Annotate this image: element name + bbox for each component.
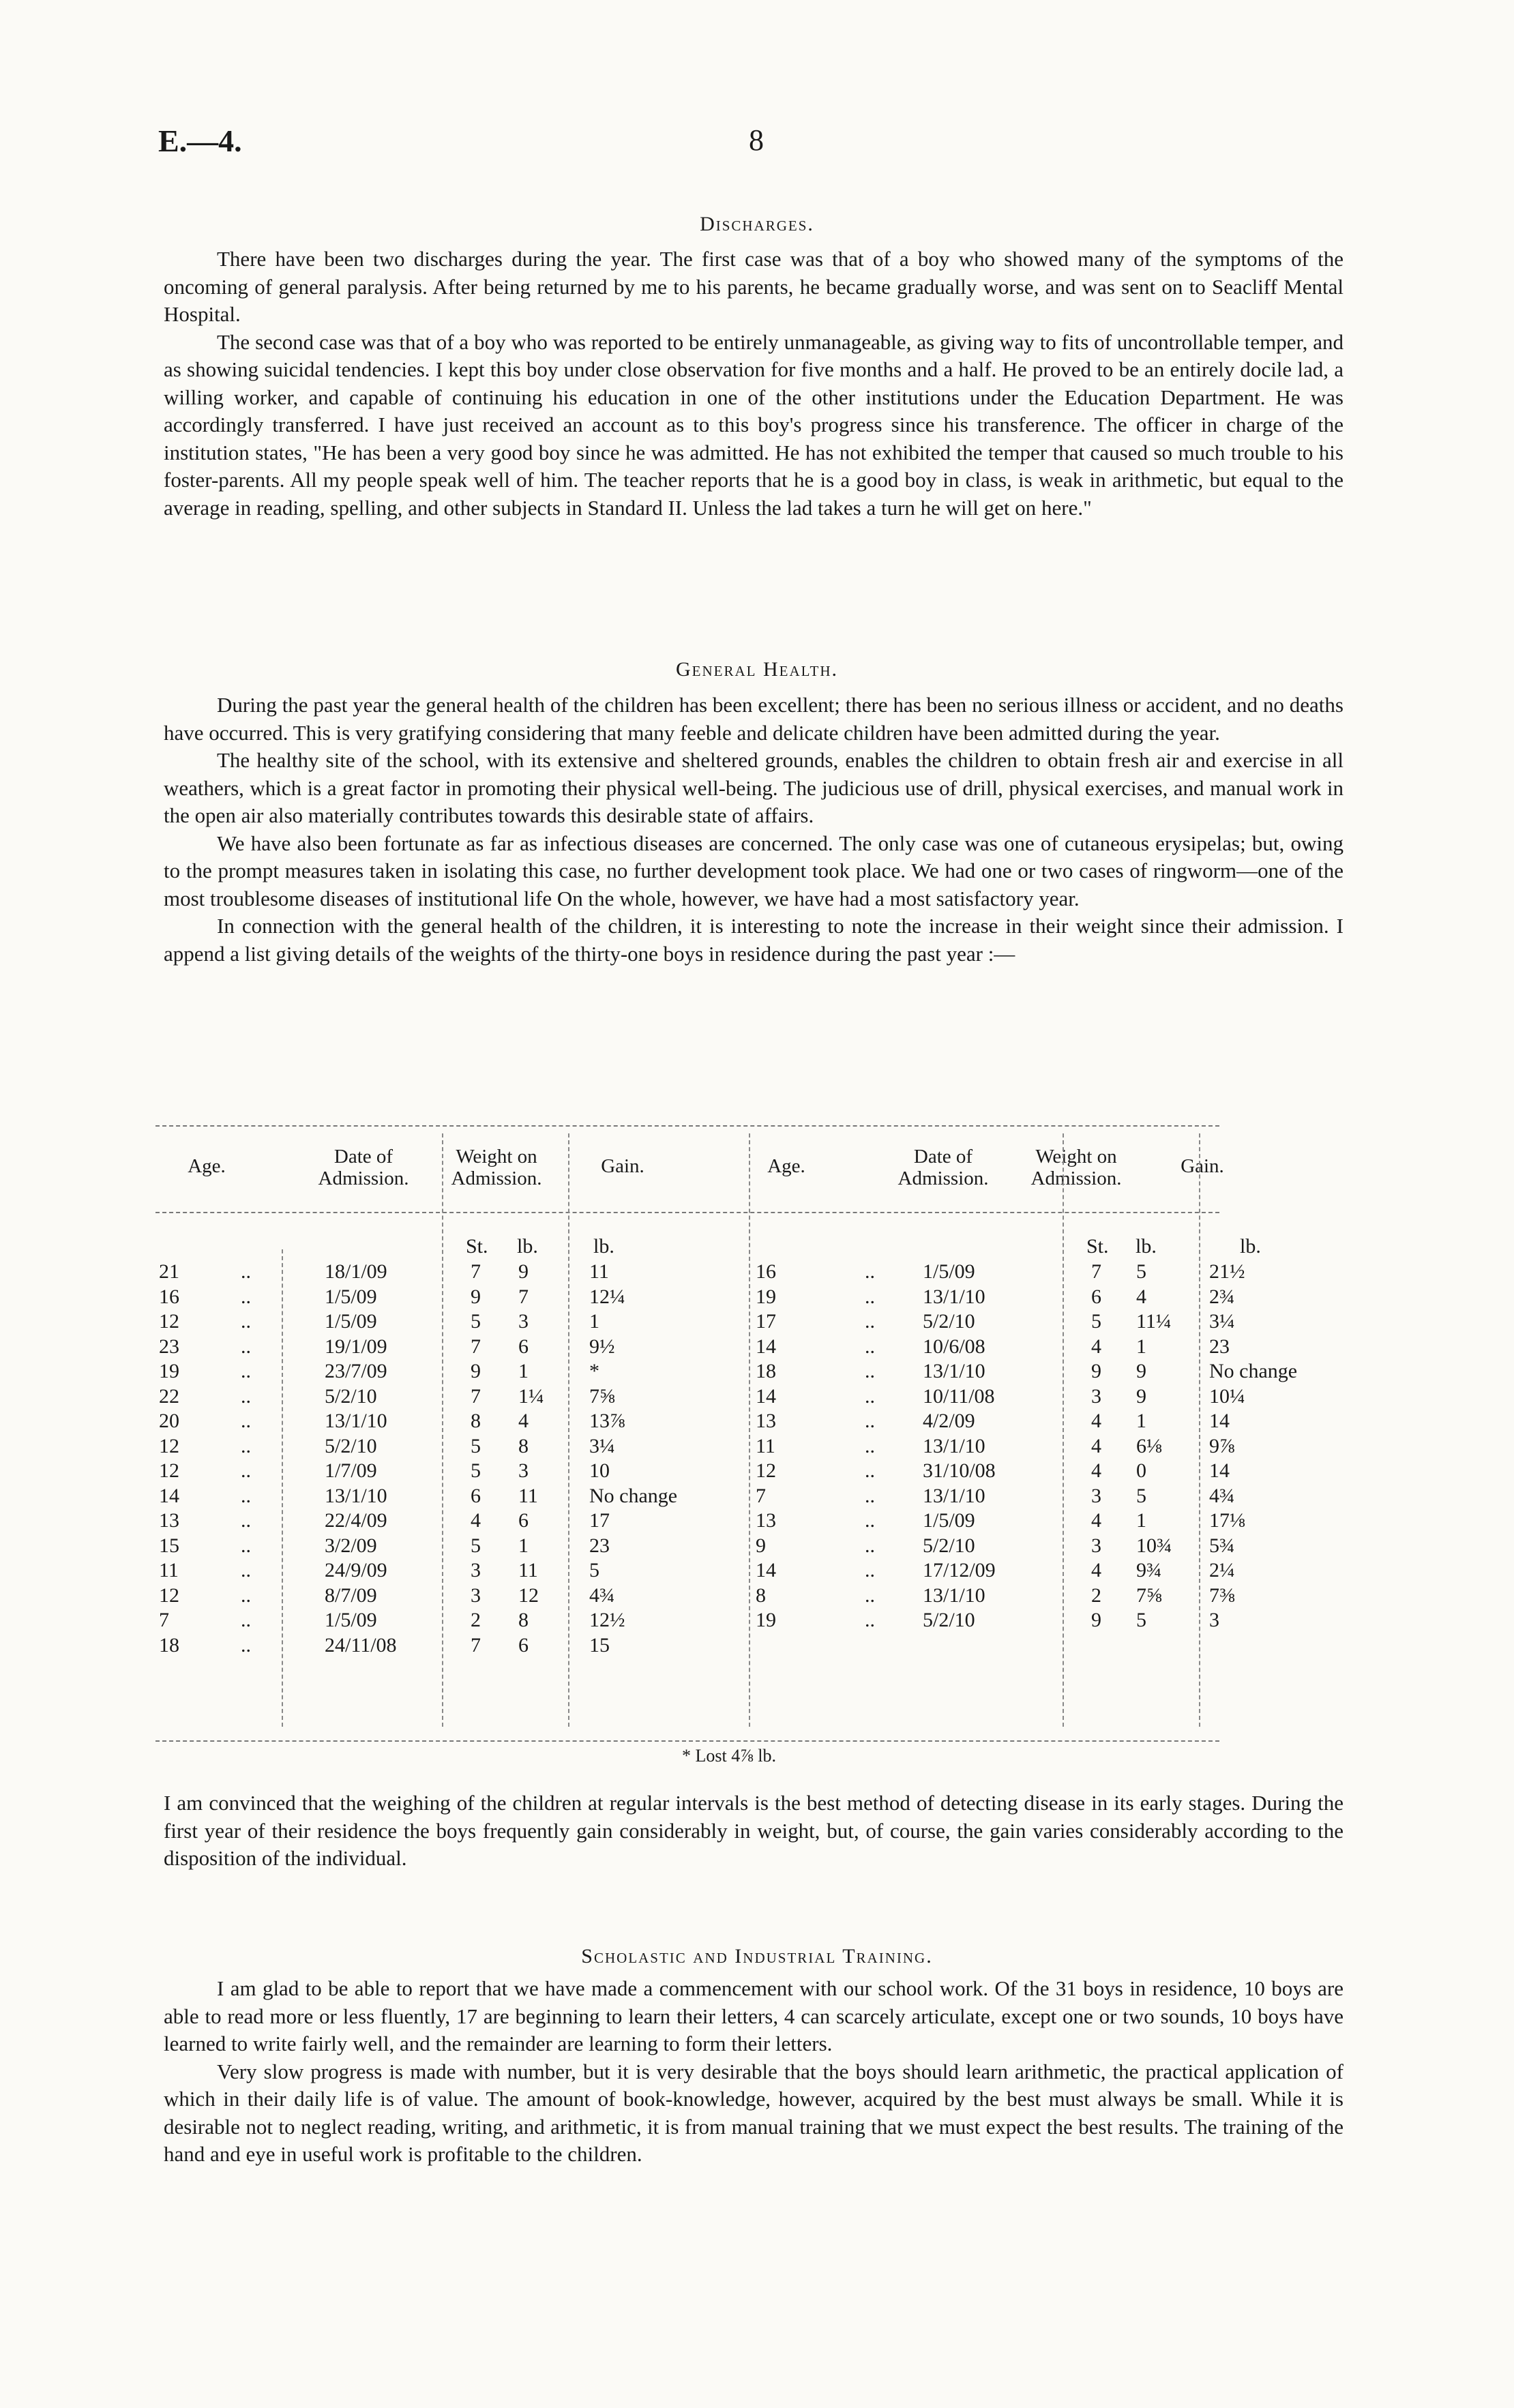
right-row-lb-cell: 5 xyxy=(1136,1484,1146,1507)
right-row-st-cell: 3 xyxy=(1091,1384,1101,1408)
right-row-gain-cell: 10¼ xyxy=(1209,1384,1245,1408)
left-row-gain-cell: 1 xyxy=(589,1310,599,1333)
unit-lb-left: lb. xyxy=(517,1235,538,1258)
right-row-lb-cell: 9 xyxy=(1136,1360,1146,1382)
right-row-age-cell: 16 xyxy=(756,1260,776,1283)
left-row-lb-cell: 6 xyxy=(518,1509,529,1532)
right-row-age-cell: 7 xyxy=(756,1484,766,1507)
right-row-date-cell: 5/2/10 xyxy=(923,1310,975,1333)
right-row-gain-cell: 2¼ xyxy=(1209,1559,1235,1581)
right-row-ditto-cell: .. xyxy=(865,1559,875,1581)
left-row-date-cell: 24/9/09 xyxy=(325,1559,387,1581)
left-row-age-cell: 14 xyxy=(159,1484,179,1507)
header-age-right: Age. xyxy=(767,1155,805,1177)
page-number: 8 xyxy=(749,123,764,157)
table-divider xyxy=(1063,1133,1064,1727)
left-row-gain-cell: 3¼ xyxy=(589,1434,615,1457)
table-divider xyxy=(442,1133,443,1727)
unit-lb-right: lb. xyxy=(1136,1235,1157,1258)
left-row-ditto-cell: .. xyxy=(241,1559,251,1581)
discharges-heading: Discharges. xyxy=(700,213,814,235)
left-row-ditto-cell: .. xyxy=(241,1434,251,1457)
left-row-st-cell: 5 xyxy=(471,1534,481,1557)
right-row-st-cell: 2 xyxy=(1091,1584,1101,1607)
right-row-ditto-cell: .. xyxy=(865,1310,875,1333)
right-row-gain-cell: 14 xyxy=(1209,1459,1230,1482)
left-row-age-cell: 18 xyxy=(159,1633,179,1656)
right-row-lb-cell: 5 xyxy=(1136,1260,1146,1283)
header-weight-left: Weight on Admission. xyxy=(451,1146,542,1189)
left-row-st-cell: 7 xyxy=(471,1633,481,1656)
right-row-date-cell: 10/11/08 xyxy=(923,1384,995,1408)
right-row-st-cell: 3 xyxy=(1091,1534,1101,1557)
right-row-age-cell: 14 xyxy=(756,1335,776,1358)
left-row-lb-cell: 8 xyxy=(518,1434,529,1457)
right-row-ditto-cell: .. xyxy=(865,1335,875,1358)
left-row-gain-cell: 12¼ xyxy=(589,1285,625,1308)
right-row-ditto-cell: .. xyxy=(865,1459,875,1482)
right-row-age-cell: 19 xyxy=(756,1285,776,1308)
left-row-lb-cell: 7 xyxy=(518,1285,529,1308)
right-row-gain-cell: 9⅞ xyxy=(1209,1434,1235,1457)
right-row-age-cell: 14 xyxy=(756,1384,776,1408)
header-age-left: Age. xyxy=(188,1155,226,1177)
table-footnote: * Lost 4⅞ lb. xyxy=(682,1746,776,1766)
right-row-ditto-cell: .. xyxy=(865,1534,875,1557)
left-row-gain-cell: 12½ xyxy=(589,1609,625,1631)
right-row-st-cell: 4 xyxy=(1091,1459,1101,1482)
after-table-section xyxy=(164,1789,1344,1873)
right-row-gain-cell: 21½ xyxy=(1209,1260,1245,1283)
right-row-ditto-cell: .. xyxy=(865,1285,875,1308)
left-row-st-cell: 3 xyxy=(471,1584,481,1607)
left-row-ditto-cell: .. xyxy=(241,1360,251,1382)
left-row-st-cell: 8 xyxy=(471,1410,481,1432)
right-row-date-cell: 1/5/09 xyxy=(923,1509,975,1532)
page-identifier: E.—4. xyxy=(158,123,242,158)
right-row-date-cell: 13/1/10 xyxy=(923,1484,985,1507)
left-row-st-cell: 7 xyxy=(471,1260,481,1283)
right-row-lb-cell: 9 xyxy=(1136,1384,1146,1408)
right-row-ditto-cell: .. xyxy=(865,1360,875,1382)
right-row-st-cell: 7 xyxy=(1091,1260,1101,1283)
right-row-lb-cell: 10¾ xyxy=(1136,1534,1172,1557)
left-row-gain-cell: * xyxy=(589,1360,599,1382)
right-row-lb-cell: 11¼ xyxy=(1136,1310,1172,1333)
right-row-gain-cell: 3¼ xyxy=(1209,1310,1235,1333)
right-row-age-cell: 14 xyxy=(756,1559,776,1581)
right-row-gain-cell: 2¾ xyxy=(1209,1285,1235,1308)
left-row-gain-cell: 11 xyxy=(589,1260,609,1283)
right-row-lb-cell: 1 xyxy=(1136,1509,1146,1532)
general-health-section xyxy=(164,692,1344,968)
left-row-ditto-cell: .. xyxy=(241,1459,251,1482)
left-row-age-cell: 21 xyxy=(159,1260,179,1283)
right-row-lb-cell: 4 xyxy=(1136,1285,1146,1308)
left-row-st-cell: 7 xyxy=(471,1335,481,1358)
left-row-lb-cell: 1 xyxy=(518,1534,529,1557)
right-row-st-cell: 4 xyxy=(1091,1559,1101,1581)
left-row-age-cell: 12 xyxy=(159,1434,179,1457)
right-row-date-cell: 13/1/10 xyxy=(923,1285,985,1308)
right-row-date-cell: 31/10/08 xyxy=(923,1459,996,1482)
scholastic-paragraph-1: I am glad to be able to report that we have made a commencement with our school work. Of the 31 boys in residence, 10 boys are able to read more or less fluently, 17 are beginning to learn their letters, 4 can scarcely articulate, except one or two sounds, 10 boys have learned to write fairly well, and the remainder are learning to form their letters. xyxy=(164,1976,1344,2055)
left-row-age-cell: 12 xyxy=(159,1459,179,1482)
left-row-st-cell: 4 xyxy=(471,1509,481,1532)
left-row-date-cell: 3/2/09 xyxy=(325,1534,377,1557)
right-row-age-cell: 19 xyxy=(756,1609,776,1631)
right-row-age-cell: 8 xyxy=(756,1584,766,1607)
left-row-lb-cell: 3 xyxy=(518,1310,529,1333)
right-row-date-cell: 4/2/09 xyxy=(923,1410,975,1432)
unit-gain-right: lb. xyxy=(1240,1235,1261,1258)
left-row-st-cell: 2 xyxy=(471,1609,481,1631)
header-gain-right: Gain. xyxy=(1181,1155,1224,1177)
right-row-st-cell: 4 xyxy=(1091,1335,1101,1358)
right-row-date-cell: 13/1/10 xyxy=(923,1584,985,1607)
scholastic-section xyxy=(164,1975,1344,2169)
right-row-gain-cell: 4¾ xyxy=(1209,1484,1235,1507)
scholastic-heading: Scholastic and Industrial Training. xyxy=(581,1945,933,1967)
left-row-ditto-cell: .. xyxy=(241,1410,251,1432)
right-row-age-cell: 13 xyxy=(756,1509,776,1532)
header-date-right: Date of Admission. xyxy=(897,1146,989,1189)
right-row-st-cell: 4 xyxy=(1091,1410,1101,1432)
right-row-ditto-cell: .. xyxy=(865,1434,875,1457)
left-row-lb-cell: 6 xyxy=(518,1335,529,1358)
left-row-ditto-cell: .. xyxy=(241,1509,251,1532)
left-row-age-cell: 22 xyxy=(159,1384,179,1408)
right-row-st-cell: 3 xyxy=(1091,1484,1101,1507)
right-row-age-cell: 17 xyxy=(756,1310,776,1333)
right-row-date-cell: 5/2/10 xyxy=(923,1609,975,1631)
after-table-paragraph: I am convinced that the weighing of the children at regular intervals is the best method of detecting disease in its early stages. During the first year of their residence the boys frequently gain considerably in weight, but, of course, the gain varies considerably according to the disposition of the individual. xyxy=(164,1791,1344,1870)
right-row-lb-cell: 1 xyxy=(1136,1335,1146,1358)
right-row-gain-cell: 3 xyxy=(1209,1609,1219,1631)
right-row-gain-cell: 5¾ xyxy=(1209,1534,1235,1557)
left-row-date-cell: 5/2/10 xyxy=(325,1434,377,1457)
right-row-ditto-cell: .. xyxy=(865,1410,875,1432)
left-row-age-cell: 13 xyxy=(159,1509,179,1532)
right-row-date-cell: 10/6/08 xyxy=(923,1335,985,1358)
left-row-age-cell: 16 xyxy=(159,1285,179,1308)
left-row-gain-cell: 17 xyxy=(589,1509,610,1532)
right-row-age-cell: 13 xyxy=(756,1410,776,1432)
right-row-date-cell: 5/2/10 xyxy=(923,1534,975,1557)
left-row-age-cell: 7 xyxy=(159,1609,169,1631)
table-divider xyxy=(1199,1133,1200,1727)
left-row-date-cell: 5/2/10 xyxy=(325,1384,377,1408)
right-row-ditto-cell: .. xyxy=(865,1384,875,1408)
right-row-ditto-cell: .. xyxy=(865,1609,875,1631)
right-row-lb-cell: 1 xyxy=(1136,1410,1146,1432)
left-row-gain-cell: 7⅝ xyxy=(589,1384,615,1408)
right-row-ditto-cell: .. xyxy=(865,1484,875,1507)
left-row-age-cell: 12 xyxy=(159,1584,179,1607)
left-row-date-cell: 24/11/08 xyxy=(325,1633,397,1656)
discharges-paragraph-2: The second case was that of a boy who was reported to be entirely unmanageable, as giving way to fits of uncontrollable temper, and as showing suicidal tendencies. I kept this boy under close observation for five months and a half. He proved to be an entirely docile lad, a willing worker, and capable of continuing his education in one of the other institutions under the Education Department. He was accordingly transferred. I have just received an account as to this boy's progress since his transference. The officer in charge of the institution states, "He has been a very good boy since he was admitted. He has not exhibited the temper that caused so much trouble to his foster-parents. All my people speak well of him. The teacher reports that he is a good boy in class, is weak in arithmetic, but equal to the average in reading, spelling, and other subjects in Standard II. Unless the lad takes a turn he will get on here." xyxy=(164,329,1344,520)
left-row-st-cell: 5 xyxy=(471,1310,481,1333)
table-divider xyxy=(749,1133,750,1727)
weights-table xyxy=(155,1113,1315,1751)
right-row-ditto-cell: .. xyxy=(865,1509,875,1532)
left-row-lb-cell: 9 xyxy=(518,1260,529,1283)
left-row-st-cell: 5 xyxy=(471,1434,481,1457)
left-row-gain-cell: 5 xyxy=(589,1559,599,1581)
right-row-lb-cell: 7⅝ xyxy=(1136,1584,1162,1607)
left-row-gain-cell: 13⅞ xyxy=(589,1410,625,1432)
health-paragraph-1: During the past year the general health of the children has been excellent; there has been no serious illness or accident, and no deaths have occurred. This is very gratifying considering that many feeble and delicate children have been admitted during the year. xyxy=(164,693,1344,745)
right-row-st-cell: 9 xyxy=(1091,1609,1101,1631)
right-row-age-cell: 9 xyxy=(756,1534,766,1557)
left-row-ditto-cell: .. xyxy=(241,1310,251,1333)
left-row-age-cell: 23 xyxy=(159,1335,179,1358)
left-row-date-cell: 1/5/09 xyxy=(325,1285,377,1308)
left-row-gain-cell: No change xyxy=(589,1484,678,1507)
left-row-age-cell: 11 xyxy=(159,1559,179,1581)
left-row-lb-cell: 11 xyxy=(518,1559,538,1581)
left-row-ditto-cell: .. xyxy=(241,1609,251,1631)
right-row-ditto-cell: .. xyxy=(865,1260,875,1283)
left-row-st-cell: 7 xyxy=(471,1384,481,1408)
left-row-age-cell: 12 xyxy=(159,1310,179,1333)
right-row-st-cell: 5 xyxy=(1091,1310,1101,1333)
unit-gain-left: lb. xyxy=(593,1235,614,1258)
left-row-gain-cell: 9½ xyxy=(589,1335,615,1358)
left-row-date-cell: 23/7/09 xyxy=(325,1360,387,1382)
scholastic-paragraph-2: Very slow progress is made with number, but it is very desirable that the boys should learn arithmetic, the practical application of which in their daily life is of value. The amount of book-knowledge, however, acquired by the best must always be small. While it is desirable not to neglect reading, writing, and arithmetic, it is from manual training that we must expect the best results. The training of the hand and eye in useful work is profitable to the children. xyxy=(164,2059,1344,2166)
right-row-date-cell: 13/1/10 xyxy=(923,1434,985,1457)
header-gain-left: Gain. xyxy=(601,1155,644,1177)
table-top-rule xyxy=(155,1125,1219,1127)
left-row-lb-cell: 1 xyxy=(518,1360,529,1382)
right-row-lb-cell: 5 xyxy=(1136,1609,1146,1631)
left-row-gain-cell: 23 xyxy=(589,1534,610,1557)
left-row-ditto-cell: .. xyxy=(241,1335,251,1358)
left-row-st-cell: 9 xyxy=(471,1285,481,1308)
general-health-heading: General Health. xyxy=(675,658,839,681)
right-row-lb-cell: 0 xyxy=(1136,1459,1146,1482)
right-row-st-cell: 4 xyxy=(1091,1509,1101,1532)
right-row-gain-cell: No change xyxy=(1209,1360,1298,1382)
right-row-ditto-cell: .. xyxy=(865,1584,875,1607)
health-paragraph-2: The healthy site of the school, with its extensive and sheltered grounds, enables the children to obtain fresh air and exercise in all weathers, which is a great factor in promoting their physical well-being. The judicious use of drill, physical exercises, and manual work in the open air also materially contributes towards this desirable state of affairs. xyxy=(164,748,1344,827)
left-row-date-cell: 1/5/09 xyxy=(325,1310,377,1333)
left-row-ditto-cell: .. xyxy=(241,1285,251,1308)
left-row-date-cell: 22/4/09 xyxy=(325,1509,387,1532)
left-row-gain-cell: 15 xyxy=(589,1633,610,1656)
left-row-ditto-cell: .. xyxy=(241,1633,251,1656)
header-date-left: Date of Admission. xyxy=(318,1146,409,1189)
left-row-lb-cell: 11 xyxy=(518,1484,538,1507)
header-weight-right: Weight on Admission. xyxy=(1030,1146,1122,1189)
right-row-gain-cell: 7⅜ xyxy=(1209,1584,1235,1607)
table-bottom-rule xyxy=(155,1740,1219,1742)
right-row-age-cell: 12 xyxy=(756,1459,776,1482)
left-row-ditto-cell: .. xyxy=(241,1260,251,1283)
left-row-st-cell: 9 xyxy=(471,1360,481,1382)
left-row-st-cell: 3 xyxy=(471,1559,481,1581)
table-divider xyxy=(282,1249,283,1727)
health-paragraph-3: We have also been fortunate as far as infectious diseases are concerned. The only case was one of cutaneous erysipelas; but, owing to the prompt measures taken in isolating this case, no further development took place. We had one or two cases of ringworm—one of the most troublesome diseases of institutional life On the whole, however, we have had a most satisfactory year. xyxy=(164,831,1344,910)
left-row-date-cell: 8/7/09 xyxy=(325,1584,377,1607)
table-header-rule xyxy=(155,1212,1219,1213)
left-row-age-cell: 20 xyxy=(159,1410,179,1432)
left-row-date-cell: 19/1/09 xyxy=(325,1335,387,1358)
right-row-age-cell: 18 xyxy=(756,1360,776,1382)
unit-st-right: St. xyxy=(1086,1235,1109,1258)
left-row-st-cell: 6 xyxy=(471,1484,481,1507)
right-row-gain-cell: 14 xyxy=(1209,1410,1230,1432)
left-row-date-cell: 1/7/09 xyxy=(325,1459,377,1482)
discharges-section xyxy=(164,246,1344,522)
health-paragraph-4: In connection with the general health of the children, it is interesting to note the increase in their weight since their admission. I append a list giving details of the weights of the thirty-one boys in residence during the past year :— xyxy=(164,914,1344,966)
left-row-age-cell: 19 xyxy=(159,1360,179,1382)
right-row-lb-cell: 6⅛ xyxy=(1136,1434,1162,1457)
right-row-date-cell: 17/12/09 xyxy=(923,1559,996,1581)
right-row-date-cell: 13/1/10 xyxy=(923,1360,985,1382)
left-row-ditto-cell: .. xyxy=(241,1584,251,1607)
right-row-age-cell: 11 xyxy=(756,1434,775,1457)
right-row-gain-cell: 17⅛ xyxy=(1209,1509,1245,1532)
left-row-age-cell: 15 xyxy=(159,1534,179,1557)
discharges-paragraph-1: There have been two discharges during the year. The first case was that of a boy who showed many of the symptoms of the oncoming of general paralysis. After being returned by me to his parents, he became gradually worse, and was sent on to Seacliff Mental Hospital. xyxy=(164,247,1344,326)
right-row-st-cell: 4 xyxy=(1091,1434,1101,1457)
left-row-lb-cell: 12 xyxy=(518,1584,539,1607)
unit-st-left: St. xyxy=(466,1235,488,1258)
left-row-lb-cell: 6 xyxy=(518,1633,529,1656)
right-row-gain-cell: 23 xyxy=(1209,1335,1230,1358)
left-row-lb-cell: 4 xyxy=(518,1410,529,1432)
table-divider xyxy=(568,1133,569,1727)
right-row-st-cell: 6 xyxy=(1091,1285,1101,1308)
right-row-lb-cell: 9¾ xyxy=(1136,1559,1162,1581)
left-row-date-cell: 1/5/09 xyxy=(325,1609,377,1631)
right-row-date-cell: 1/5/09 xyxy=(923,1260,975,1283)
left-row-ditto-cell: .. xyxy=(241,1484,251,1507)
left-row-ditto-cell: .. xyxy=(241,1534,251,1557)
left-row-st-cell: 5 xyxy=(471,1459,481,1482)
right-row-st-cell: 9 xyxy=(1091,1360,1101,1382)
left-row-ditto-cell: .. xyxy=(241,1384,251,1408)
left-row-date-cell: 13/1/10 xyxy=(325,1484,387,1507)
left-row-date-cell: 13/1/10 xyxy=(325,1410,387,1432)
left-row-gain-cell: 4¾ xyxy=(589,1584,615,1607)
left-row-date-cell: 18/1/09 xyxy=(325,1260,387,1283)
left-row-gain-cell: 10 xyxy=(589,1459,610,1482)
left-row-lb-cell: 3 xyxy=(518,1459,529,1482)
left-row-lb-cell: 8 xyxy=(518,1609,529,1631)
left-row-lb-cell: 1¼ xyxy=(518,1384,544,1408)
